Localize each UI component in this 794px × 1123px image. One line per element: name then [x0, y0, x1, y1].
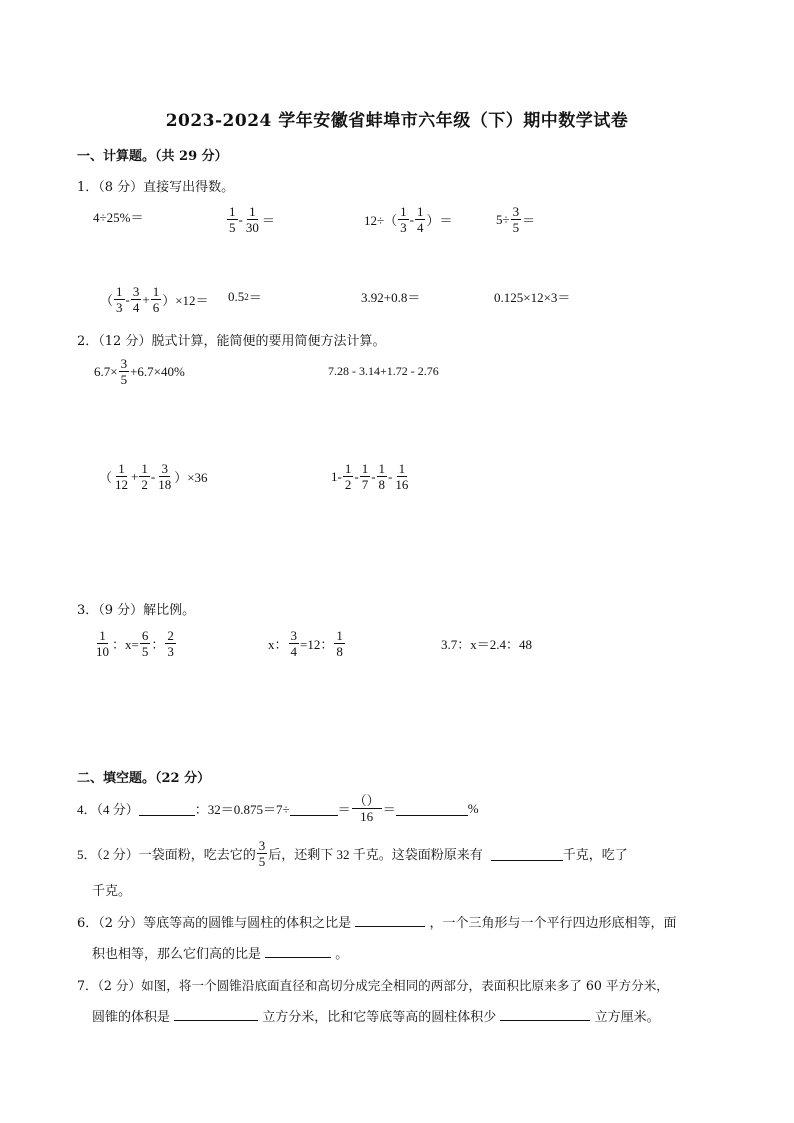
fraction: $\frac{3}{5}$	[512, 204, 520, 235]
fraction: $\frac{1}{3}$	[116, 284, 123, 315]
q2-expr-2: 7.28 - 3.14+1.72 - 2.76	[328, 364, 439, 378]
fraction: $\frac{()}{16}$	[353, 793, 380, 824]
fraction: $\frac{1}{6}$	[152, 284, 160, 315]
q3-expr-1: $\frac{1}{10}$ ：x= $\frac{6}{5}$ ： $\frac{2}{3}$	[96, 628, 174, 659]
fraction: $\frac{1}{2}$	[344, 461, 352, 492]
q1-expr-7: 3.92+0.8＝	[361, 290, 421, 305]
question-7-line1: 7．（2 分）如图，将一个圆锥沿底面直径和高切分成完全相同的两部分，表面积比原来多了 60 平方分米，	[77, 978, 669, 993]
fraction: $\frac{1}{2}$	[141, 461, 148, 492]
fraction: $\frac{3}{4}$	[290, 628, 298, 659]
fraction: $\frac{3}{5}$	[258, 838, 266, 869]
answer-blank	[396, 801, 468, 816]
question-3-heading: 3．（9 分）解比例。	[77, 603, 196, 618]
fraction: $\frac{1}{10}$	[96, 628, 109, 659]
q1-expr-3: 12÷（ $\frac{1}{3}$ - $\frac{1}{4}$ ）＝	[364, 204, 453, 235]
answer-blank	[290, 801, 338, 816]
q1-expr-1: 4÷25%＝	[93, 210, 144, 225]
answer-blank	[491, 846, 563, 861]
question-7-line2: 圆锥的体积是 立方分米，比和它等底等高的圆柱体积少 立方厘米。	[92, 1006, 660, 1025]
answer-blank	[139, 801, 195, 816]
fraction: $\frac{3}{18}$	[158, 461, 172, 492]
question-6-line2: 积也相等，那么它们高的比是 。	[92, 943, 348, 962]
fraction: $\frac{1}{4}$	[416, 204, 424, 235]
page-title: 2023-2024 学年安徽省蚌埠市六年级（下）期中数学试卷	[165, 111, 629, 131]
question-4: 4．（4 分） ：32＝0.875＝7÷ ＝ $\frac{()}{16}$ ＝ %	[77, 793, 479, 824]
q1-expr-4: 5÷ $\frac{3}{5}$ ＝	[496, 204, 536, 235]
q2-expr-4: 1- $\frac{1}{2}$ - $\frac{1}{7}$ - $\frac{1}{8}$ - $\frac{1}{16}$	[331, 461, 409, 492]
fraction: $\frac{1}{8}$	[378, 461, 386, 492]
fraction: $\frac{1}{16}$	[395, 461, 409, 492]
fraction: $\frac{1}{12}$	[115, 461, 129, 492]
fraction: $\frac{1}{3}$	[400, 204, 407, 235]
fraction: $\frac{1}{7}$	[361, 461, 369, 492]
q1-expr-5: （ $\frac{1}{3}$ - $\frac{3}{4}$ + $\frac{1}{6}$ ）×12＝	[100, 284, 209, 315]
answer-blank	[500, 1006, 590, 1021]
section-heading-calc: 一、计算题。（共 29 分）	[77, 149, 228, 164]
answer-blank	[265, 943, 331, 958]
answer-blank	[174, 1006, 258, 1021]
q1-expr-6: 0.5 2 ＝	[228, 288, 262, 305]
section-heading-fill: 二、填空题。（22 分）	[77, 771, 211, 786]
question-2-heading: 2．（12 分）脱式计算，能简便的要用简便方法计算。	[77, 334, 386, 349]
question-1-heading: 1．（8 分）直接写出得数。	[77, 180, 235, 195]
question-6-line1: 6．（2 分）等底等高的圆锥与圆柱的体积之比是 ，一个三角形与一个平行四边形底相等，面	[77, 912, 676, 931]
q3-expr-2: x： $\frac{3}{4}$ =12： $\frac{1}{8}$	[268, 628, 343, 659]
q3-expr-3: 3.7：x＝2.4：48	[441, 637, 533, 652]
fraction: $\frac{1}{8}$	[336, 628, 343, 659]
q1-expr-8: 0.125×12×3＝	[494, 290, 571, 305]
fraction: $\frac{3}{5}$	[120, 356, 128, 387]
fraction: $\frac{1}{5}$	[229, 204, 236, 235]
q2-expr-3: （ $\frac{1}{12}$ + $\frac{1}{2}$ - $\frac{3}{18}$ ）×36	[99, 461, 208, 492]
question-5: 5．（2 分）一袋面粉，吃去它的 $\frac{3}{5}$ 后，还剩下 32 千克。这袋面粉原来有 千克，吃了	[77, 838, 628, 869]
fraction: $\frac{2}{3}$	[167, 628, 174, 659]
answer-blank	[355, 912, 425, 927]
q1-expr-2: $\frac{1}{5}$ - $\frac{1}{30}$ ＝	[229, 204, 275, 235]
fraction: $\frac{6}{5}$	[141, 628, 149, 659]
fraction: $\frac{3}{4}$	[132, 284, 140, 315]
question-5-line2: 千克。	[92, 884, 132, 899]
q2-expr-1: 6.7× $\frac{3}{5}$ +6.7×40%	[94, 356, 185, 387]
fraction: $\frac{1}{30}$	[245, 204, 259, 235]
